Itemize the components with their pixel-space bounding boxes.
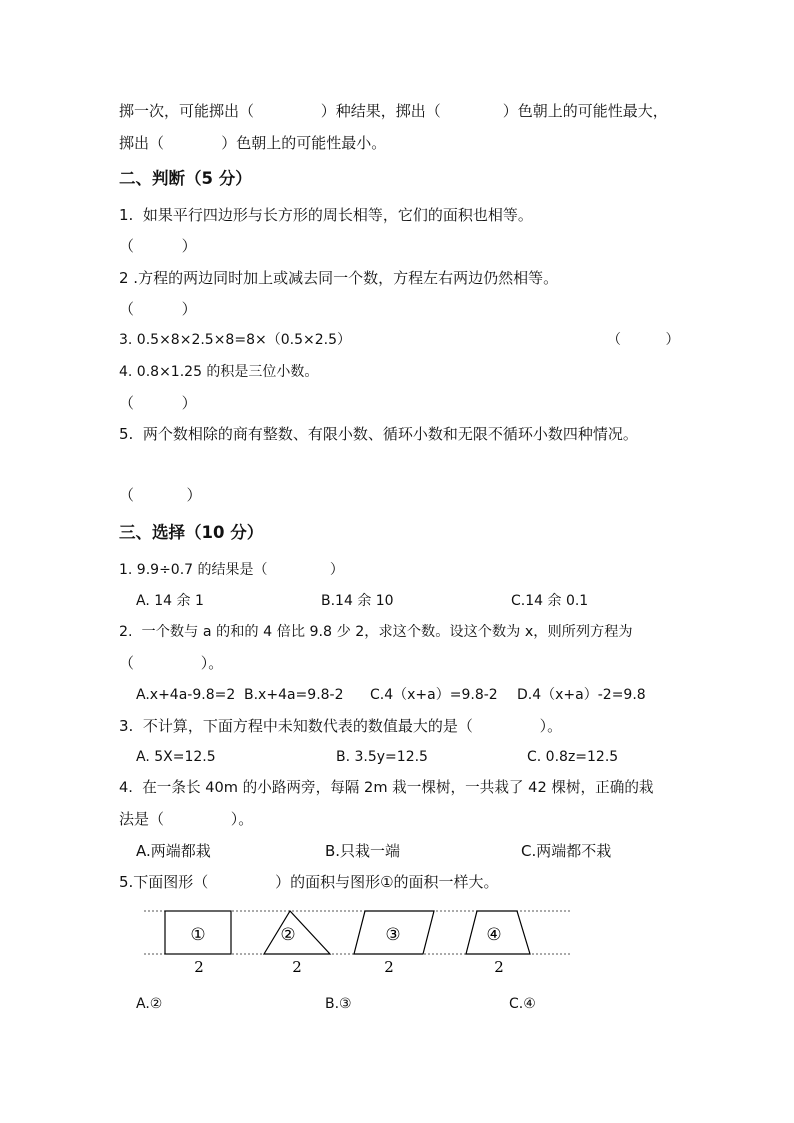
base-label-2: 2 [292, 958, 302, 976]
question-text: 5.下面图形（ ）的面积与图形①的面积一样大。 [119, 873, 499, 891]
option-c: C.④ [509, 996, 536, 1012]
option-a: A.两端都栽 [136, 842, 211, 860]
question-text: 2 .方程的两边同时加上或减去同一个数，方程左右两边仍然相等。 [119, 269, 559, 287]
option-c: C.14 余 0.1 [511, 593, 589, 609]
question-text: 2. 一个数与 a 的和的 4 倍比 9.8 少 2，求这个数。设这个数为 x，则所列方程为 [119, 624, 633, 640]
question-text: （ ）。 [119, 654, 224, 672]
option-a: A. 5X=12.5 [136, 749, 216, 765]
answer-paren: （ ） [119, 394, 197, 412]
shape-2-label: ② [280, 925, 296, 945]
base-label-4: 2 [494, 958, 504, 976]
answer-paren: （ ） [119, 486, 202, 504]
shape-1-label: ① [190, 925, 206, 945]
option-b: B.③ [325, 996, 352, 1012]
question-text: 1. 如果平行四边形与长方形的周长相等，它们的面积也相等。 [119, 206, 533, 224]
base-label-3: 2 [384, 958, 394, 976]
option-d: D.4（x+a）-2=9.8 [517, 687, 646, 703]
option-c: C. 0.8z=12.5 [527, 749, 619, 765]
option-b: B.14 余 10 [321, 593, 394, 609]
option-b: B.x+4a=9.8-2 [244, 687, 344, 703]
section-heading-judgement: 二、判断（5 分） [119, 169, 252, 188]
question-text: 3. 不计算，下面方程中未知数代表的数值最大的是（ ）。 [119, 717, 563, 735]
answer-paren: （ ） [607, 332, 680, 348]
question-text: 3. 0.5×8×2.5×8=8×（0.5×2.5） [119, 332, 351, 348]
option-b: B.只栽一端 [325, 842, 401, 860]
question-text: 4. 在一条长 40m 的小路两旁，每隔 2m 栽一棵树，一共栽了 42 棵树，正确的栽 [119, 779, 654, 796]
question-text: 4. 0.8×1.25 的积是三位小数。 [119, 364, 319, 380]
text-line: 掷出（ ）色朝上的可能性最小。 [119, 134, 387, 152]
answer-paren: （ ） [119, 300, 197, 318]
text-line: 掷一次，可能掷出（ ）种结果，掷出（ ）色朝上的可能性最大， [119, 102, 668, 120]
shape-2-triangle [264, 911, 330, 954]
shapes-figure [140, 906, 576, 978]
shape-4-label: ④ [486, 925, 502, 945]
base-label-1: 2 [194, 958, 204, 976]
question-text: 1. 9.9÷0.7 的结果是（ ） [119, 562, 344, 578]
option-c: C.4（x+a）=9.8-2 [370, 687, 498, 703]
question-text: 5. 两个数相除的商有整数、有限小数、循环小数和无限不循环小数四种情况。 [119, 425, 638, 443]
option-a: A.② [136, 996, 163, 1012]
section-heading-choice: 三、选择（10 分） [119, 523, 264, 542]
option-a: A. 14 余 1 [136, 593, 204, 609]
shape-3-label: ③ [385, 925, 401, 945]
option-c: C.两端都不栽 [521, 842, 612, 860]
option-b: B. 3.5y=12.5 [336, 749, 428, 765]
option-a: A.x+4a-9.8=2 [136, 687, 236, 703]
answer-paren: （ ） [119, 237, 197, 255]
question-text: 法是（ ）。 [119, 810, 254, 828]
